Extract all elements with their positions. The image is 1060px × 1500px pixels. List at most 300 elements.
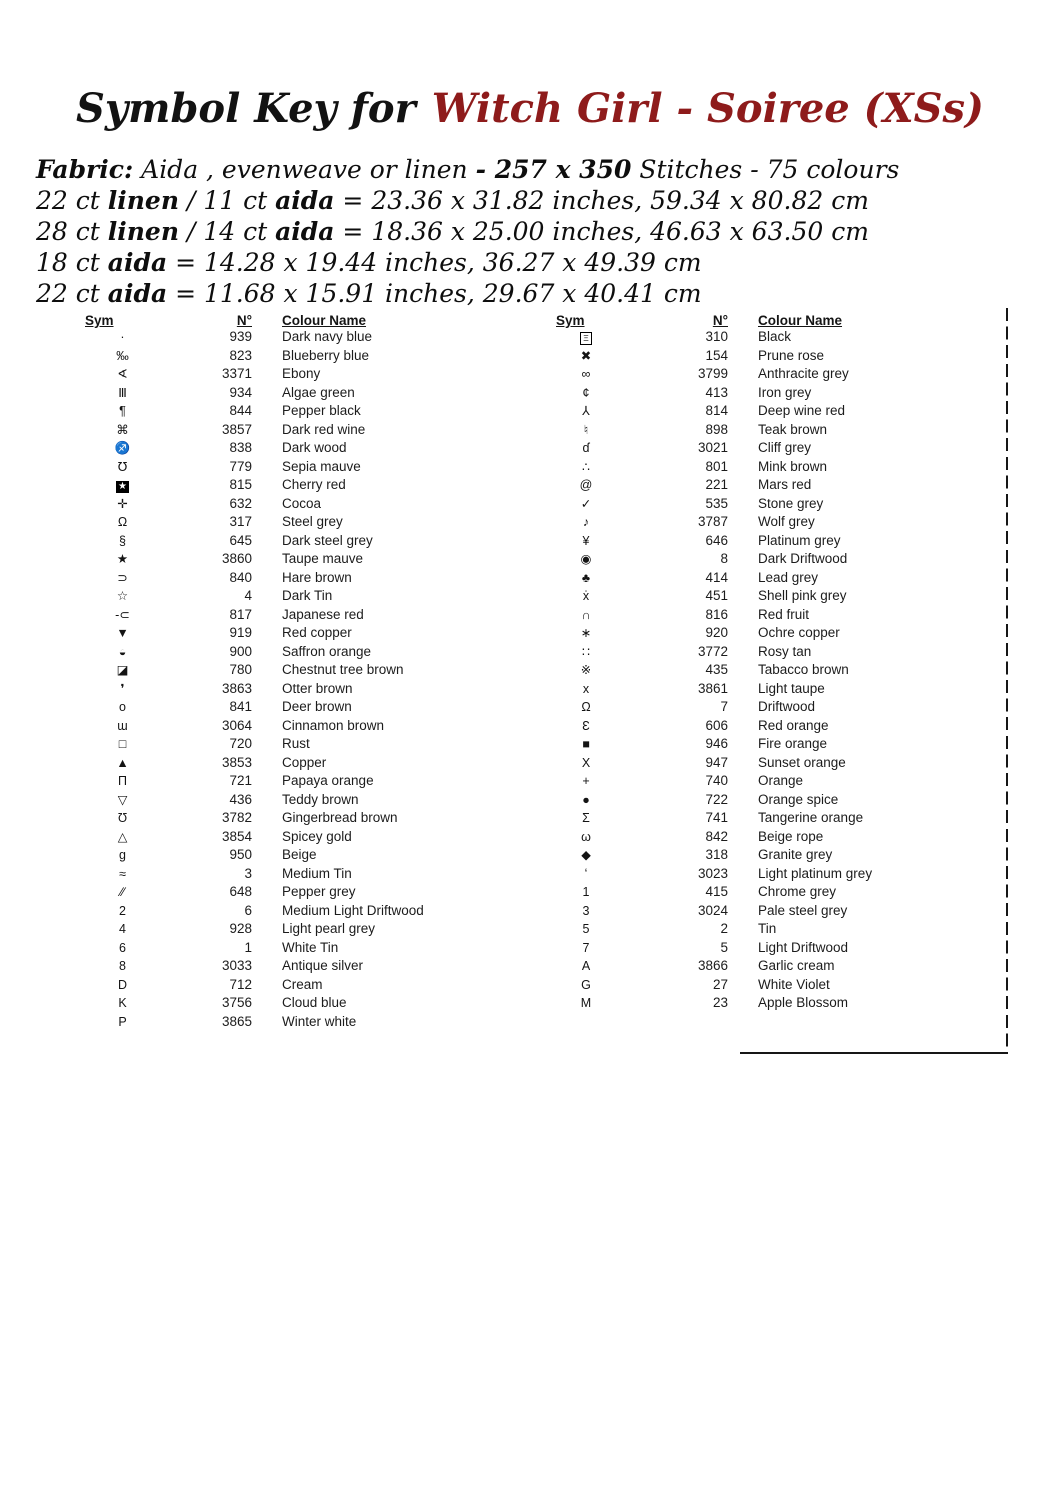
- colour-name: Light taupe: [758, 680, 825, 696]
- colour-name: Lead grey: [758, 569, 819, 585]
- table-row: [556, 791, 1028, 810]
- thread-number: 919: [229, 625, 252, 640]
- fabric-text: aida: [107, 248, 168, 277]
- symbol-cell: [85, 643, 160, 662]
- symbol-glyph: ◆: [581, 848, 591, 862]
- symbol-cell: [85, 1013, 160, 1032]
- symbol-glyph: ¶: [119, 404, 126, 418]
- symbol-glyph: ♪: [582, 515, 590, 529]
- symbol-cell: [556, 402, 616, 421]
- thread-number: 900: [229, 643, 252, 659]
- symbol-cell: [85, 439, 160, 458]
- table-row: [85, 920, 497, 939]
- symbol-glyph: ✖: [580, 348, 592, 363]
- thread-number: 645: [229, 532, 252, 548]
- thread-number: 318: [705, 847, 728, 862]
- colour-name: Tin: [758, 921, 777, 936]
- symbol-glyph: G: [581, 977, 591, 992]
- symbol-glyph: ▲: [116, 755, 129, 770]
- symbol-glyph: §: [119, 533, 126, 548]
- table-row: [85, 384, 497, 403]
- colour-name: Taupe mauve: [282, 551, 364, 566]
- table-row: [556, 883, 1028, 902]
- table-row: [556, 476, 1028, 495]
- symbol-cell: [556, 328, 616, 347]
- symbol-cell: [85, 976, 160, 995]
- thread-number: 3865: [221, 1013, 252, 1029]
- fabric-line: [36, 154, 899, 185]
- thread-number: 712: [229, 976, 252, 992]
- colour-name: Granite grey: [758, 847, 833, 862]
- colour-name: Japanese red: [282, 606, 364, 622]
- symbol-glyph: □: [118, 737, 127, 751]
- colour-name: Cocoa: [282, 495, 322, 511]
- table-row: [556, 920, 1028, 939]
- colour-name: Ebony: [282, 366, 321, 381]
- colour-name: Fire orange: [758, 736, 828, 751]
- symbol-glyph: ◒: [118, 644, 127, 659]
- colour-name: Red fruit: [758, 606, 810, 622]
- table-row: [556, 680, 1028, 699]
- table-row: [85, 624, 497, 643]
- symbol-cell: [85, 569, 160, 588]
- column-header-sym: Sym: [556, 313, 585, 328]
- colour-name: Iron grey: [758, 384, 812, 400]
- table-row: [556, 865, 1028, 884]
- symbol-cell: [85, 772, 160, 791]
- symbol-cell: [556, 976, 616, 995]
- table-header-row: [85, 308, 497, 328]
- colour-name: Red copper: [282, 625, 352, 640]
- fabric-text: linen: [107, 186, 180, 215]
- symbol-glyph: Χ: [581, 755, 591, 770]
- thread-number: 816: [705, 606, 728, 622]
- colour-name: Orange spice: [758, 791, 839, 807]
- symbol-glyph: ¥: [582, 533, 590, 548]
- colour-name: Red orange: [758, 717, 829, 733]
- colour-name: Pepper grey: [282, 884, 356, 899]
- table-row: [556, 754, 1028, 773]
- symbol-glyph: 3: [582, 903, 590, 918]
- symbol-glyph: ∞: [581, 367, 591, 381]
- symbol-cell: [85, 865, 160, 884]
- colour-name: Light pearl grey: [282, 921, 376, 936]
- symbol-cell: [556, 495, 616, 514]
- thread-number: 898: [705, 421, 728, 437]
- thread-number: 3371: [221, 366, 252, 381]
- table-row: [85, 939, 497, 958]
- thread-number: 3857: [221, 421, 252, 437]
- symbol-cell: [556, 513, 616, 532]
- colour-name: Medium Tin: [282, 865, 352, 881]
- symbol-cell: [556, 809, 616, 828]
- colour-name: Blueberry blue: [282, 347, 370, 363]
- thread-number: 842: [705, 828, 728, 844]
- symbol-cell: [556, 421, 616, 440]
- column-header-name: Colour Name: [282, 313, 367, 328]
- table-row: [85, 680, 497, 699]
- table-row: [85, 994, 497, 1013]
- table-row: [85, 865, 497, 884]
- table-row: [556, 846, 1028, 865]
- symbol-cell: [556, 902, 616, 921]
- symbol-glyph: 6: [119, 940, 126, 955]
- symbol-cell: [556, 384, 616, 403]
- symbol-cell: [556, 754, 616, 773]
- symbol-glyph: ∢: [117, 367, 128, 381]
- colour-name: White Tin: [282, 939, 339, 955]
- table-row: [556, 772, 1028, 791]
- symbol-cell: [556, 883, 616, 902]
- thread-number: 451: [705, 588, 728, 603]
- symbol-cell: [556, 717, 616, 736]
- symbol-glyph: ★: [116, 552, 129, 566]
- table-border-right: [1006, 308, 1008, 1052]
- colour-name: Dark steel grey: [282, 532, 373, 548]
- fabric-text: 22 ct: [36, 279, 108, 308]
- symbol-cell: [85, 791, 160, 810]
- fabric-text: aida: [275, 217, 335, 246]
- table-row: [556, 458, 1028, 477]
- symbol-glyph: ◉: [580, 552, 592, 566]
- colour-name: White Violet: [758, 976, 830, 992]
- colour-name: Steel grey: [282, 514, 343, 529]
- colour-name: Orange: [758, 773, 804, 788]
- colour-name: Teak brown: [758, 421, 828, 437]
- thread-number: 6: [244, 902, 252, 918]
- thread-number: 5: [720, 939, 728, 955]
- colour-name: Tabacco brown: [758, 662, 849, 677]
- symbol-cell: [556, 698, 616, 717]
- symbol-cell: [85, 328, 160, 347]
- thread-number: 413: [705, 384, 728, 400]
- symbol-glyph: Ɛ: [582, 718, 590, 733]
- symbol-glyph: 5: [582, 922, 590, 936]
- symbol-glyph: ≈: [119, 866, 126, 881]
- symbol-cell: [556, 846, 616, 865]
- thread-number: 934: [229, 384, 252, 400]
- table-row: [85, 754, 497, 773]
- thread-number: 435: [705, 662, 728, 677]
- thread-number: 950: [229, 847, 252, 862]
- colour-name: Cloud blue: [282, 995, 347, 1010]
- colour-name: Winter white: [282, 1013, 357, 1029]
- symbol-cell: [85, 939, 160, 958]
- symbol-glyph: ❜: [120, 681, 125, 696]
- symbol-cell: [556, 939, 616, 958]
- symbol-glyph: ■: [582, 737, 590, 751]
- colour-name: Rust: [282, 736, 310, 751]
- colour-name: Light Driftwood: [758, 939, 849, 955]
- colour-name: Dark Driftwood: [758, 551, 848, 566]
- colour-name: Cinnamon brown: [282, 717, 385, 733]
- symbol-glyph: Ω: [581, 700, 591, 714]
- thread-number: 317: [229, 514, 252, 529]
- thread-number: 3861: [697, 680, 728, 696]
- thread-number: 841: [229, 699, 252, 714]
- symbol-glyph: x: [582, 681, 590, 696]
- table-row: [556, 717, 1028, 736]
- colour-name: Hare brown: [282, 569, 352, 585]
- symbol-glyph: ∷: [582, 644, 590, 659]
- thread-number: 3782: [221, 810, 252, 825]
- symbol-glyph: ·: [120, 330, 125, 344]
- table-row: [85, 791, 497, 810]
- colour-name: Gingerbread brown: [282, 810, 398, 825]
- table-row: [556, 939, 1028, 958]
- thread-number: 535: [705, 495, 728, 511]
- thread-number: 3064: [221, 717, 252, 733]
- symbol-glyph: ※: [580, 663, 592, 677]
- symbol-cell: [85, 920, 160, 939]
- symbol-cell: [556, 643, 616, 662]
- column-header-name: Colour Name: [758, 313, 843, 328]
- colour-name: Sepia mauve: [282, 458, 361, 474]
- symbol-glyph: 4: [119, 922, 126, 936]
- symbol-cell: [556, 865, 616, 884]
- symbol-cell: [556, 828, 616, 847]
- symbol-cell: [85, 698, 160, 717]
- table-row: [556, 809, 1028, 828]
- table-row: [85, 402, 497, 421]
- colour-name: Beige rope: [758, 828, 824, 844]
- symbol-cell: [85, 902, 160, 921]
- symbol-glyph: ¢: [582, 385, 590, 400]
- symbol-cell: [85, 883, 160, 902]
- fabric-text: Fabric:: [36, 155, 134, 184]
- symbol-glyph: ʻ: [584, 866, 588, 881]
- colour-name: Wolf grey: [758, 514, 815, 529]
- thread-number: 8: [720, 551, 728, 566]
- thread-number: 154: [705, 347, 728, 363]
- colour-name: Teddy brown: [282, 791, 359, 807]
- symbol-table-left-body: [85, 328, 497, 1031]
- symbol-cell: [556, 439, 616, 458]
- symbol-glyph: A: [581, 959, 591, 973]
- thread-number: 840: [229, 569, 252, 585]
- colour-name: Dark navy blue: [282, 329, 373, 344]
- symbol-glyph: 2: [119, 903, 126, 918]
- colour-name: Sunset orange: [758, 754, 846, 770]
- symbol-glyph: ∴: [582, 459, 590, 474]
- symbol-glyph: ♣: [581, 570, 591, 585]
- symbol-glyph: o: [119, 700, 126, 714]
- symbol-table-right-body: [556, 328, 1028, 1013]
- symbol-cell: [556, 569, 616, 588]
- colour-name: Platinum grey: [758, 532, 841, 548]
- colour-name: Garlic cream: [758, 958, 835, 973]
- table-row: [85, 883, 497, 902]
- symbol-cell: [85, 828, 160, 847]
- table-row: [556, 402, 1028, 421]
- symbol-glyph: ▽: [117, 792, 128, 807]
- fabric-text: 18 ct: [36, 248, 108, 277]
- symbol-cell: [85, 458, 160, 477]
- symbol-glyph: @: [579, 478, 593, 492]
- thread-number: 632: [229, 495, 252, 511]
- symbol-glyph: M: [580, 996, 592, 1010]
- table-row: [556, 587, 1028, 606]
- symbol-cell: [85, 957, 160, 976]
- thread-number: 801: [705, 458, 728, 474]
- table-row: [556, 976, 1028, 995]
- table-row: [85, 606, 497, 625]
- thread-number: 648: [229, 884, 252, 899]
- symbol-cell: [85, 402, 160, 421]
- thread-number: 814: [705, 403, 728, 418]
- colour-name: Deer brown: [282, 699, 352, 714]
- thread-number: 720: [229, 736, 252, 751]
- table-header-row: [556, 308, 1028, 328]
- colour-name: Dark wood: [282, 440, 347, 455]
- fabric-text: - 257 x 350: [475, 155, 632, 184]
- column-header-sym: Sym: [85, 313, 114, 328]
- table-row: [556, 606, 1028, 625]
- colour-name: Cliff grey: [758, 440, 812, 455]
- table-row: [85, 421, 497, 440]
- thread-number: 7: [720, 699, 728, 714]
- symbol-glyph: ⅄: [582, 404, 590, 418]
- colour-name: Mars red: [758, 477, 812, 492]
- colour-name: Algae green: [282, 384, 355, 400]
- thread-number: 1: [244, 939, 252, 955]
- table-row: [556, 365, 1028, 384]
- symbol-cell: [85, 606, 160, 625]
- table-row: [556, 994, 1028, 1013]
- column-header-num: N°: [712, 313, 728, 328]
- table-row: [556, 902, 1028, 921]
- thread-number: 221: [705, 477, 728, 492]
- thread-number: 3021: [697, 440, 728, 455]
- symbol-glyph: ★: [118, 481, 127, 492]
- colour-name: Deep wine red: [758, 403, 846, 418]
- colour-name: Ochre copper: [758, 625, 840, 640]
- symbol-cell: [85, 495, 160, 514]
- thread-number: 740: [705, 773, 728, 788]
- thread-number: 23: [712, 995, 728, 1010]
- table-row: [85, 347, 497, 366]
- table-row: [556, 495, 1028, 514]
- symbol-cell: [556, 624, 616, 643]
- symbol-cell: [85, 587, 160, 606]
- symbol-glyph: ẋ: [582, 589, 590, 603]
- symbol-cell: [556, 957, 616, 976]
- symbol-cell: [85, 384, 160, 403]
- thread-number: 3854: [221, 828, 252, 844]
- table-row: [85, 661, 497, 680]
- colour-name: Rosy tan: [758, 643, 812, 659]
- symbol-cell: [556, 606, 616, 625]
- fabric-text: = 18.36 x 25.00 inches, 46.63 x 63.50 cm: [334, 217, 869, 246]
- colour-name: Cherry red: [282, 477, 346, 492]
- title-prefix: Symbol Key for: [76, 85, 416, 132]
- symbol-cell: [556, 661, 616, 680]
- symbol-glyph: ✛: [117, 496, 128, 511]
- thread-number: 3024: [697, 902, 728, 918]
- colour-name: Mink brown: [758, 458, 828, 474]
- symbol-cell: [85, 532, 160, 551]
- table-row: [85, 772, 497, 791]
- thread-number: 928: [229, 921, 252, 936]
- symbol-glyph: Ω: [117, 515, 128, 529]
- symbol-glyph: ∩: [581, 607, 591, 622]
- thread-number: 3863: [221, 680, 252, 696]
- symbol-cell: [85, 550, 160, 569]
- thread-number: 310: [705, 329, 728, 344]
- symbol-cell: [556, 680, 616, 699]
- symbol-glyph: ●: [582, 792, 590, 807]
- table-row: [85, 698, 497, 717]
- table-row: [556, 698, 1028, 717]
- thread-number: 844: [229, 403, 252, 418]
- symbol-glyph: K: [118, 996, 127, 1010]
- table-row: [85, 458, 497, 477]
- table-row: [85, 532, 497, 551]
- symbol-cell: [556, 735, 616, 754]
- table-row: [556, 347, 1028, 366]
- fabric-text: = 14.28 x 19.44 inches, 36.27 x 49.39 cm: [167, 248, 702, 277]
- fabric-line: [36, 216, 899, 247]
- table-row: [85, 365, 497, 384]
- thread-number: 3: [244, 865, 252, 881]
- table-row: [556, 624, 1028, 643]
- symbol-cell: [556, 550, 616, 569]
- fabric-text: Aida , evenweave or linen: [133, 155, 476, 184]
- fabric-text: 28 ct: [36, 217, 108, 246]
- table-row: [85, 476, 497, 495]
- symbol-cell: [556, 476, 616, 495]
- symbol-glyph: △: [117, 829, 128, 844]
- symbol-cell: [85, 661, 160, 680]
- symbol-glyph: ⊃: [117, 570, 128, 585]
- symbol-glyph: D: [117, 977, 128, 992]
- colour-name: Shell pink grey: [758, 588, 847, 603]
- fabric-text: aida: [275, 186, 335, 215]
- thread-number: 3772: [697, 643, 728, 659]
- colour-name: Otter brown: [282, 680, 353, 696]
- colour-name: Cream: [282, 976, 323, 992]
- colour-name: Dark red wine: [282, 421, 366, 437]
- table-row: [556, 643, 1028, 662]
- table-row: [85, 717, 497, 736]
- symbol-cell: [85, 680, 160, 699]
- thread-number: 920: [705, 625, 728, 640]
- thread-number: 415: [705, 884, 728, 899]
- colour-name: Dark Tin: [282, 588, 333, 603]
- symbol-glyph: Ⅲ: [118, 385, 127, 400]
- symbol-cell: [556, 994, 616, 1013]
- symbol-glyph: g: [119, 848, 126, 862]
- table-row: [556, 513, 1028, 532]
- table-row: [85, 809, 497, 828]
- symbol-glyph: ♐: [114, 441, 131, 455]
- thread-number: 823: [229, 347, 252, 363]
- symbol-cell: [85, 513, 160, 532]
- thread-number: 779: [229, 458, 252, 474]
- symbol-glyph: -⊂: [115, 607, 130, 622]
- table-row: [85, 513, 497, 532]
- symbol-glyph: ω: [581, 829, 591, 844]
- symbol-glyph: ‰: [116, 348, 129, 363]
- symbol-cell: [556, 587, 616, 606]
- colour-name: Pepper black: [282, 403, 361, 418]
- fabric-text: = 11.68 x 15.91 inches, 29.67 x 40.41 cm: [167, 279, 702, 308]
- thread-number: 3853: [221, 754, 252, 770]
- symbol-glyph: ◪: [116, 663, 129, 677]
- symbol-glyph: Ξ: [580, 332, 592, 345]
- table-row: [85, 439, 497, 458]
- table-row: [556, 439, 1028, 458]
